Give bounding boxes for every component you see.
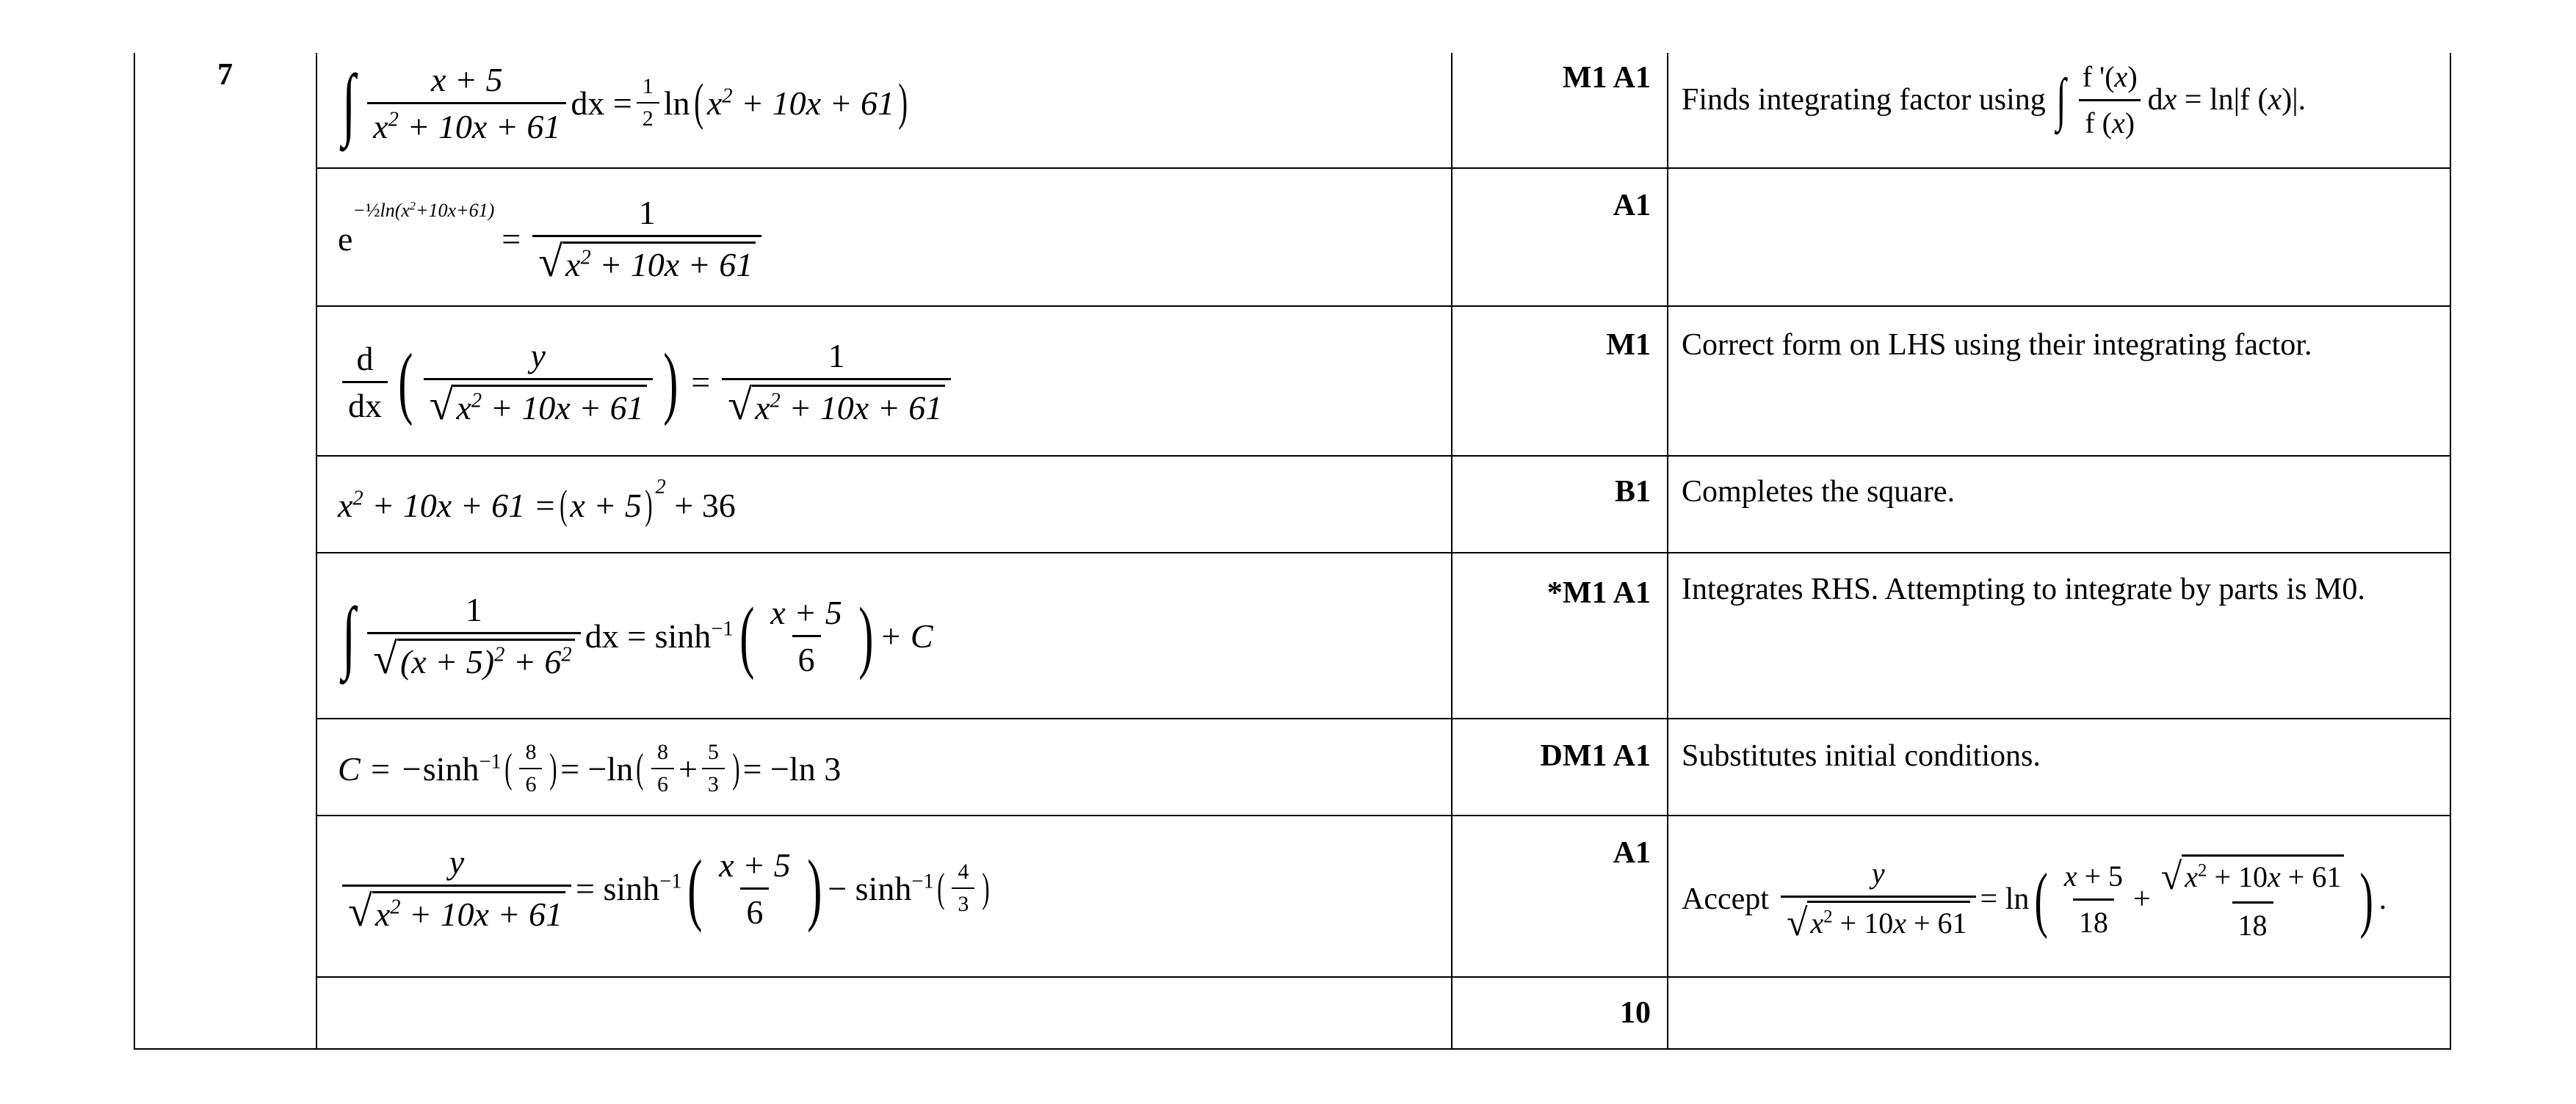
working-line-6: C = − $\sinh^{-1}$ ( $\frac{8}{6}$ ) = −ln ( $\frac{8}{6}$ + $\frac{5}{3}$ ) = −ln 3 xyxy=(338,740,842,796)
working-line-3: $\frac{d}{dx}$ ( y √ $x^2 + 10x + 61$ ) = 1 √ $x^2 + 10x + 61$ xyxy=(338,323,955,440)
note-row-6: Substitutes initial conditions. xyxy=(1682,738,2041,773)
table-border-right xyxy=(2450,53,2451,1050)
working-line-5: ∫ 1 √ $(x + 5)^2 + 6^2$ dx = $\sinh^{-1}$ ( $\frac{x + 5}{6}$ ) + C xyxy=(342,591,933,683)
working-line-4: $x^2 + 10x + 61$ = ( x + 5 ) $^2$ + 36 xyxy=(338,476,736,528)
row-divider xyxy=(316,552,2451,553)
table-column-divider-2 xyxy=(1451,53,1452,1050)
row-divider xyxy=(316,455,2451,457)
row-divider xyxy=(316,167,2451,169)
row-divider xyxy=(316,305,2451,307)
working-line-2: e $-\frac{1}{2}\ln(x^2+10x+61)$ = 1 √ $x^2 + 10x + 61$ xyxy=(338,184,766,294)
table-column-divider-3 xyxy=(1667,53,1668,1050)
question-number: 7 xyxy=(217,58,233,92)
row-divider xyxy=(316,976,2451,978)
row-divider xyxy=(316,718,2451,719)
marks-row-3: M1 xyxy=(1606,328,1651,362)
table-column-divider-1 xyxy=(316,53,317,1050)
table-border-bottom xyxy=(134,1048,2451,1050)
marks-row-1: M1 A1 xyxy=(1562,61,1651,95)
table-border-left xyxy=(134,53,135,1050)
note-row-5: Integrates RHS. Attempting to integrate by parts is M0. xyxy=(1682,573,2365,606)
note-row-7: Accept y √ $x^2 + 10x + 61$ = ln ( $\frac{x + 5}{18}$ + √ $x^2 + 10x + 61$ 18 ) . xyxy=(1682,855,2387,944)
note-row-7-text: Accept xyxy=(1682,882,1769,916)
total-marks: 10 xyxy=(1620,996,1651,1030)
note-row-1-text: Finds integrating factor using xyxy=(1682,82,2046,117)
working-line-7: y √ $x^2 + 10x + 61$ = $\sinh^{-1}$ ( $\frac{x + 5}{6}$ ) − $\sinh^{-1}$ ( $\frac{4}{3}$ ) xyxy=(338,829,993,947)
row-divider xyxy=(316,815,2451,816)
marks-row-7: A1 xyxy=(1613,836,1651,870)
marks-row-6: DM1 A1 xyxy=(1540,739,1651,773)
note-row-3: Correct form on LHS using their integrating factor. xyxy=(1682,327,2312,362)
working-line-1: ∫ $\frac{x + 5}{x^2 + 10x + 61}$ dx = $\frac{1}{2}$ ln ( $x^2 + 10x + 61$ ) xyxy=(342,58,908,148)
integral-sign: ∫ xyxy=(342,58,356,148)
marks-row-5: *M1 A1 xyxy=(1546,576,1651,610)
note-row-1: Finds integrating factor using ∫ $\frac{f '(x)}{f (x)}$ dx = ln|f (x)|. xyxy=(1682,56,2423,144)
marks-row-4: B1 xyxy=(1614,475,1651,509)
note-row-4: Completes the square. xyxy=(1682,474,1955,509)
integral-sign: ∫ xyxy=(2056,68,2066,132)
marks-row-2: A1 xyxy=(1613,189,1651,222)
